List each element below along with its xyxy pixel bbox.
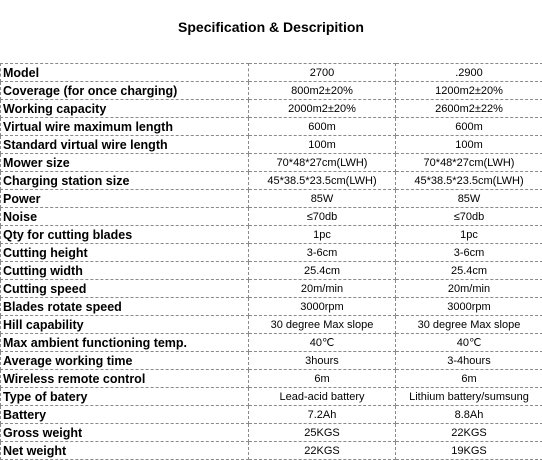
spec-value-2700: 70*48*27cm(LWH) (249, 154, 396, 172)
spec-value-2700: 2700 (249, 64, 396, 82)
spec-value-2900: 3000rpm (396, 298, 542, 316)
spec-row-net-weight (1, 442, 542, 460)
spec-value-2900: ≤70db (396, 208, 542, 226)
spec-value-2900: 2600m2±22% (396, 100, 542, 118)
specification-table (0, 63, 542, 460)
spec-value-2700: 22KGS (249, 442, 396, 460)
spec-value-2700: 85W (249, 190, 396, 208)
spec-row-cutting-width (1, 262, 542, 280)
spec-label: Charging station size (1, 172, 249, 190)
spec-value-2700: 25KGS (249, 424, 396, 442)
spec-value-2900: 20m/min (396, 280, 542, 298)
spec-label: Cutting speed (1, 280, 249, 298)
spec-label: Type of batery (1, 388, 249, 406)
spec-value-2900: 70*48*27cm(LWH) (396, 154, 542, 172)
spec-row-blade-rotate-speed (1, 298, 542, 316)
spec-value-2900: 1pc (396, 226, 542, 244)
spec-value-2900: 6m (396, 370, 542, 388)
spec-row-battery (1, 406, 542, 424)
spec-value-2700: 20m/min (249, 280, 396, 298)
spec-label: Net weight (1, 442, 249, 460)
spec-value-2900: 19KGS (396, 442, 542, 460)
spec-label: Model (1, 64, 249, 82)
spec-row-cutting-height (1, 244, 542, 262)
spec-label: Battery (1, 406, 249, 424)
spec-row-cutting-speed (1, 280, 542, 298)
spec-label: Gross weight (1, 424, 249, 442)
spec-row-battery-type (1, 388, 542, 406)
spec-label: Hill capability (1, 316, 249, 334)
spec-label: Noise (1, 208, 249, 226)
spec-row-power (1, 190, 542, 208)
spec-value-2900: 30 degree Max slope (396, 316, 542, 334)
spec-label: Virtual wire maximum length (1, 118, 249, 136)
spec-label: Cutting height (1, 244, 249, 262)
spec-label: Average working time (1, 352, 249, 370)
spec-value-2700: 7.2Ah (249, 406, 396, 424)
spec-label: Mower size (1, 154, 249, 172)
spec-label: Cutting width (1, 262, 249, 280)
spec-label: Wireless remote control (1, 370, 249, 388)
spec-value-2900: 85W (396, 190, 542, 208)
spec-label: Coverage (for once charging) (1, 82, 249, 100)
spec-label: Max ambient functioning temp. (1, 334, 249, 352)
spec-value-2700: Lead-acid battery (249, 388, 396, 406)
spec-row-virtual-wire-standard (1, 136, 542, 154)
spec-label: Power (1, 190, 249, 208)
spec-value-2700: 2000m2±20% (249, 100, 396, 118)
spec-row-working-time (1, 352, 542, 370)
spec-value-2900: 3-4hours (396, 352, 542, 370)
spec-value-2900: 22KGS (396, 424, 542, 442)
spec-value-2700: 800m2±20% (249, 82, 396, 100)
spec-row-noise (1, 208, 542, 226)
spec-value-2900: 8.8Ah (396, 406, 542, 424)
spec-row-max-temp (1, 334, 542, 352)
spec-row-remote-control (1, 370, 542, 388)
spec-value-2700: 40℃ (249, 334, 396, 352)
spec-row-hill-capability (1, 316, 542, 334)
spec-row-charging-station-size (1, 172, 542, 190)
page-title: Specification & Descripition (0, 19, 542, 35)
spec-row-model (1, 64, 542, 82)
spec-value-2900: 100m (396, 136, 542, 154)
spec-value-2900: Lithium battery/sumsung (396, 388, 542, 406)
spec-row-gross-weight (1, 424, 542, 442)
spec-value-2900: .2900 (396, 64, 542, 82)
spec-value-2900: 1200m2±20% (396, 82, 542, 100)
spec-value-2900: 40℃ (396, 334, 542, 352)
spec-label: Blades rotate speed (1, 298, 249, 316)
spec-value-2700: ≤70db (249, 208, 396, 226)
spec-row-coverage (1, 82, 542, 100)
spec-value-2700: 1pc (249, 226, 396, 244)
spec-value-2700: 3000rpm (249, 298, 396, 316)
spec-value-2700: 30 degree Max slope (249, 316, 396, 334)
spec-row-virtual-wire-max (1, 118, 542, 136)
spec-value-2700: 3-6cm (249, 244, 396, 262)
spec-row-blade-qty (1, 226, 542, 244)
spec-value-2900: 45*38.5*23.5cm(LWH) (396, 172, 542, 190)
spec-row-mower-size (1, 154, 542, 172)
spec-label: Qty for cutting blades (1, 226, 249, 244)
spec-value-2900: 3-6cm (396, 244, 542, 262)
spec-value-2700: 600m (249, 118, 396, 136)
spec-value-2700: 3hours (249, 352, 396, 370)
spec-value-2700: 45*38.5*23.5cm(LWH) (249, 172, 396, 190)
spec-value-2900: 25.4cm (396, 262, 542, 280)
spec-label: Working capacity (1, 100, 249, 118)
spec-value-2900: 600m (396, 118, 542, 136)
spec-label: Standard virtual wire length (1, 136, 249, 154)
spec-row-working-capacity (1, 100, 542, 118)
spec-value-2700: 100m (249, 136, 396, 154)
specification-table-body (1, 64, 542, 460)
spec-value-2700: 6m (249, 370, 396, 388)
spec-value-2700: 25.4cm (249, 262, 396, 280)
